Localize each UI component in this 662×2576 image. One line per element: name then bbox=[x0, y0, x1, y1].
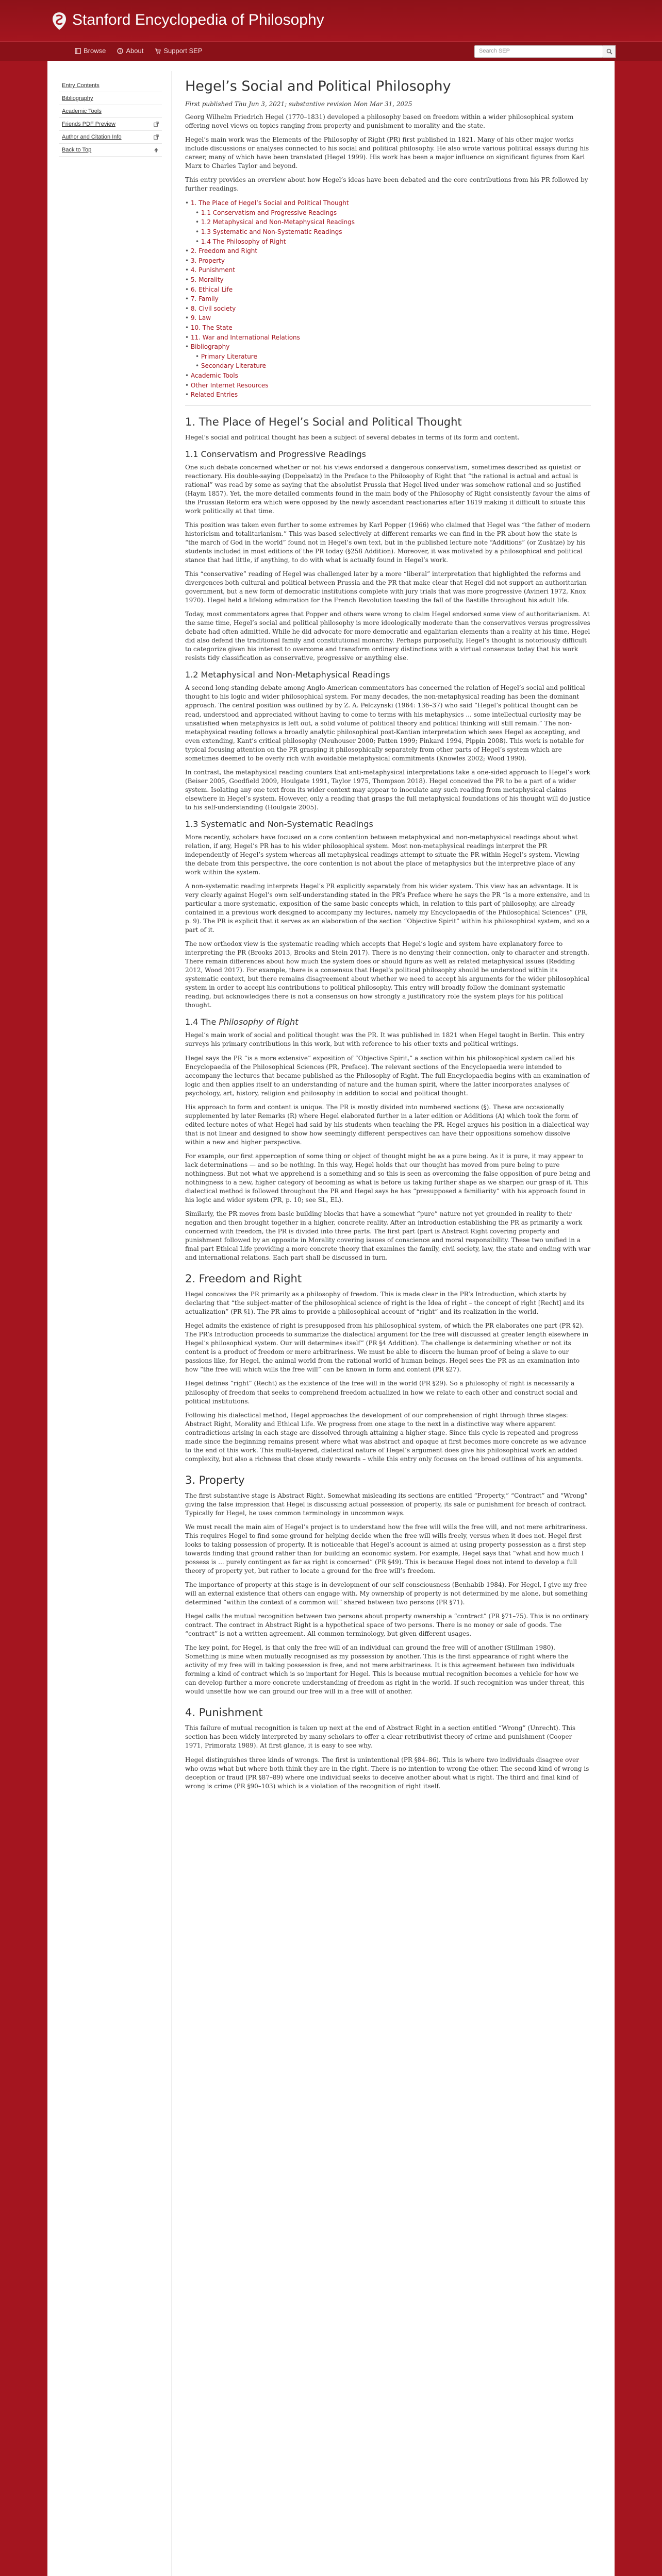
paragraph: One such debate concerned whether or not his views endorsed a dangerous conservatism, sometimes described as quietist or reactionary. His double-saying (Doppelsatz) in the Preface to the Philosophy of Right that “the rational is actual and actual is rational” was read by some as saying that the absolutist Prussia that Hegel lived under was somehow rational and so justified (Haym 1857). Yet, the more detailed comments found in the main body of the Philosophy of Right consistently favour the aims of the Prussian Reform era which were opposed by the newly ascendant reactionaries after 1819 making it difficult to situate this work politically at that time. bbox=[185, 463, 590, 515]
preamble-paragraph: Georg Wilhelm Friedrich Hegel (1770–1831) developed a philosophy based on freedom within a wider philosophical system offering novel views on topics ranging from property and punishment to morality and the state. bbox=[185, 113, 574, 130]
paragraph: In contrast, the metaphysical reading counters that anti-metaphysical interpretations take a one-sided approach to Hegel’s work (Beiser 2005, Goodfield 2009, Houlgate 1991, Taylor 1975, Thompson 2018). Hegel conceived the PR to be a part of a wider system. Isolating any one text from its wider context may appear to inoculate any such reading from metaphysical claims elsewhere in Hegel’s system. However, only a reading that grasps the full metaphysical foundations of his thought will do justice to his self-understanding (Houlgate 2005). bbox=[185, 768, 590, 811]
sidebar-item-label: Author and Citation Info bbox=[62, 134, 122, 140]
site-title[interactable]: Stanford Encyclopedia of Philosophy bbox=[72, 11, 324, 28]
toc-link[interactable]: • 1.2 Metaphysical and Non-Metaphysical Readings bbox=[185, 217, 591, 227]
toc-link[interactable]: • 1.4 The Philosophy of Right bbox=[185, 237, 591, 247]
search-icon bbox=[606, 48, 613, 55]
paragraph: Today, most commentators agree that Popper and others were wrong to claim Hegel endorsed some view of authoritarianism. At the same time, Hegel’s social and political philosophy is more ideologically moderate than the conservatives versus progressives debate had often admitted. While he did advocate for more democratic and egalitarian elements than a reality at his time, Hegel did also defend the traditional family and constitutional monarchy. Perhaps purposefully, Hegel’s thought is notoriously difficult to categorize given his interest to overcome and transform ordinary distinctions with a virtual consensus today that his work resists tidy classification as conservative, progressive or anything else. bbox=[185, 611, 590, 662]
section-body bbox=[185, 463, 591, 663]
toc-link[interactable]: • 8. Civil society bbox=[185, 304, 591, 314]
subsection-heading-title: Philosophy of Right bbox=[219, 1017, 299, 1027]
paragraph: This failure of mutual recognition is taken up next at the end of Abstract Right in a section entitled “Wrong” (Unrecht). This section has been widely interpreted by many scholars to offer a clear retributivist theory of crime and punishment (Cooper 1971, Primoratz 1989). At first glance, it is easy to see why. bbox=[185, 1724, 576, 1750]
site-header bbox=[0, 0, 662, 41]
toc-link[interactable]: • Primary Literature bbox=[185, 352, 591, 362]
paragraph: Hegel calls the mutual recognition between two persons about property ownership a “contract” (PR §71–75). This is no ordinary contract. The contract in Abstract Right is a hypothetical space of two persons. There is no money or sale of goods. The “contract” is not a written agreement. All common terminology, but given different usages. bbox=[185, 1613, 589, 1638]
subsection-heading: 1.1 Conservatism and Progressive Readings bbox=[185, 449, 366, 459]
section-body bbox=[185, 833, 591, 1010]
entry-content bbox=[171, 71, 602, 2576]
toc-link[interactable]: • 2. Freedom and Right bbox=[185, 246, 591, 256]
sidebar-item-label: Academic Tools bbox=[62, 108, 102, 114]
sidebar-item-label: Friends PDF Preview bbox=[62, 121, 115, 127]
toc-link[interactable]: • 1.3 Systematic and Non-Systematic Readings bbox=[185, 227, 591, 237]
nav-about[interactable] bbox=[117, 47, 143, 55]
sidebar-academic-tools[interactable] bbox=[59, 105, 162, 118]
cart-icon bbox=[155, 48, 161, 54]
section-body bbox=[185, 1290, 591, 1464]
sidebar-friends-pdf[interactable] bbox=[59, 118, 162, 131]
paragraph: Hegel’s main work of social and political thought was the PR. It was published in 1821 when Hegel taught in Berlin. This entry surveys his primary contributions in this work, but with reference to his other texts and political writings. bbox=[185, 1031, 585, 1048]
toc-link[interactable]: • 1. The Place of Hegel’s Social and Political Thought bbox=[185, 198, 591, 208]
search-button[interactable] bbox=[603, 45, 616, 58]
paragraph: A second long-standing debate among Anglo-American commentators has concerned the relation of Hegel’s social and political thought to his logic and wider philosophical system. For many decades, the non-metaphysical reading has been the dominant approach. The central position was outlined by by Z. A. Pelczynski (1964: 136–37) who said “Hegel’s political thought can be read, understood and appreciated without having to come to terms with his metaphysics ... some intellectual curiosity may be unsatisfied when metaphysics is left out, a solid volume of political theory and political thinking will still remain.” The non-metaphysical reading follows a broadly analytic philosophical post-Kantian interpretation which sees Hegel as accepting, and even extending, Kant’s critical philosophy (Neuhouser 2000; Patten 1999; Pinkard 1994, Pippin 2008). This work is notable for typical focusing attention on the PR grasping it philosophically separately from other parts of Hegel’s system which are sometimes deemed to be overly rich with avoidable metaphysical commitments (Knowles 2002; Wood 1990). bbox=[185, 684, 585, 762]
sidebar-item-label: Back to Top bbox=[62, 147, 92, 153]
info-icon bbox=[117, 48, 123, 54]
nav-browse[interactable] bbox=[75, 47, 106, 55]
toc-link[interactable]: • Academic Tools bbox=[185, 371, 591, 381]
section-heading: 1. The Place of Hegel’s Social and Political Thought bbox=[185, 415, 462, 428]
paragraph: A non-systematic reading interprets Hegel’s PR explicitly separately from his wider system. This view has an advantage. It is very clearly against Hegel’s own self-understanding stated in the PR’s Preface where he says the PR “is a more extensive, and in particular a more systematic, exposition of the same basic concepts which, in relation to this part of philosophy, are already contained in a previous work designed to accompany my lectures, namely my Encyclopaedia of the Philosophical Sciences” (PR, p. 9). The PR is explicit that it serves as an elaboration of the section “Objective Spirit” within his philosophical system, and so a part of it. bbox=[185, 883, 590, 934]
paragraph: His approach to form and content is unique. The PR is mostly divided into numbered sections (§). These are occasionally supplemented by later Remarks (R) where Hegel elaborated further in a later edition or Additions (A) which took the form of edited lecture notes of what Hegel had said by his students when teaching the PR. Hegel argues his position in a dialectical way that is not linear and designed to show how seemingly different perspectives can have their oppositions somehow dissolve within a new and higher perspective. bbox=[185, 1103, 589, 1146]
paragraph: The now orthodox view is the systematic reading which accepts that Hegel’s logic and system have explanatory force to interpreting the PR (Brooks 2013, Brooks and Stein 2017). There is no denying their connection, only to character and strength. There remain differences about how much the system does or should figure as well as related metaphysical issues (Redding 2012, Wood 2017). For example, there is a consensus that Hegel’s political philosophy should be understood within its systematic context, but there remains disagreement about whether we need to accept his arguments for the wider philosophical system in order to accept his contributions to political philosophy. This entry will broadly follow the dominant systematic reading, but acknowledges there is not a consensus on how strongly a justificatory role the system plays for his political thought. bbox=[185, 940, 589, 1009]
subsection-heading: 1.2 Metaphysical and Non-Metaphysical Readings bbox=[185, 670, 390, 680]
page bbox=[47, 61, 615, 2576]
paragraph: This “conservative” reading of Hegel was challenged later by a more “liberal” interpretation that highlighted the reforms and divergences both cultural and political between Prussia and the PR that make clear that Hegel did not support an authoritarian government, but a new form of democratic institutions complete with jury trials that was more progressive (Avineri 1972, Knox 1970). Hegel held a lifelong admiration for the French Revolution toasting the fall of the Bastille throughout his adult life. bbox=[185, 570, 587, 604]
toc-link[interactable]: • 5. Morality bbox=[185, 275, 591, 285]
paragraph: We must recall the main aim of Hegel’s project is to understand how the free will wills the free will, and not mere arbitrariness. This requires Hegel to find some ground for helping decide when the free will wills freely, versus when it does not. Hegel first looks to taking possession of property. It is noticeable that Hegel’s account is aimed at using property possession as a first step towards finding that ground rather than for building an economic system. For example, Hegel says that “what and how much I possess is ... purely contingent as far as right is concerned” (PR §49). This is because Hegel does not intend to develop a full theory of property yet, but rather to locate a ground for the free will’s freedom. bbox=[185, 1523, 588, 1574]
nav-about-label: About bbox=[126, 47, 144, 55]
toc-link[interactable]: • Secondary Literature bbox=[185, 361, 591, 371]
subsection-heading-prefix: 1.4 The bbox=[185, 1017, 219, 1027]
toc-link[interactable]: • 1.1 Conservatism and Progressive Readings bbox=[185, 208, 591, 218]
section-body bbox=[185, 1724, 591, 1790]
sidebar-item-label: Bibliography bbox=[62, 95, 93, 101]
nav-support-label: Support SEP bbox=[163, 47, 203, 55]
arrow-up-icon bbox=[154, 147, 159, 152]
paragraph: Similarly, the PR moves from basic building blocks that have a somewhat “pure” nature not yet grounded in reality to their negation and then brought together in a higher, concrete reality. After an introduction establishing the PR as primarily a work concerned with freedom, the PR is divided into three parts. The first part (part is Abstract Right covering property and punishment followed by an opposite in Morality covering issues of conscience and moral responsibility. These two unified in a final part Ethical Life providing a more concrete theory that examines the family, civil society, law, the state and ending with war and international relations. Each part shall be discussed in turn. bbox=[185, 1210, 591, 1262]
preamble-paragraph: Hegel’s main work was the Elements of the Philosophy of Right (PR) first published in 1821. Many of his other major works include discussions or analyses connected to his social and political philosophy. He also wrote various political essays during his career, many of which have been translated (Hegel 1999). His work has been a major influence on significant figures from Karl Marx to Charles Taylor and beyond. bbox=[185, 136, 589, 170]
sidebar-bibliography[interactable] bbox=[59, 92, 162, 105]
paragraph: Hegel conceives the PR primarily as a philosophy of freedom. This is made clear in the PR’s Introduction, which starts by declaring that “the subject-matter of the philosophical science of right is the Idea of right – the concept of right [Recht] and its actualization” (PR §1). The PR aims to provide a philosophical account of “right” and its realization in the world. bbox=[185, 1291, 585, 1316]
toc-link[interactable]: • 10. The State bbox=[185, 323, 591, 333]
paragraph: Hegel’s social and political thought has been a subject of several debates in terms of its form and content. bbox=[185, 433, 520, 441]
sep-logo-icon[interactable] bbox=[51, 11, 68, 31]
publication-info: First published Thu Jun 3, 2021; substantive revision Mon Mar 31, 2025 bbox=[185, 100, 412, 108]
paragraph: This position was taken even further to some extremes by Karl Popper (1966) who claimed that Hegel was “the father of modern historicism and totalitarianism.” This was based selectively at different remarks we can find in the PR about how the state is “the march of God in the world” found not in Hegel’s own text, but in the published lecture note “Additions” (or Zusätze) by his students included in most editions of the PR today (§258 Addition). Moreover, it was motivated by a philosophical and political stance that had little, if anything, to do with what is actually found in Hegel’s work. bbox=[185, 521, 590, 564]
sidebar-back-to-top[interactable] bbox=[59, 144, 162, 157]
paragraph: The key point, for Hegel, is that only the free will of an individual can ground the free will of another (Stillman 1980). Something is mine when mutually recognised as my possession by another. This is the first appearance of right where the activity of my free will in taking possession is free, and not mere arbitrariness. It is this agreement between two individuals forming a kind of contract which is so important for Hegel. This is because mutual recognition becomes a vehicle for how we can develop further a more concrete understanding of freedom as right in the world. If such recognition was under threat, this would unsettle how we can ground our free will in a free will of another. bbox=[185, 1644, 585, 1696]
toc-link[interactable]: • 11. War and International Relations bbox=[185, 333, 591, 343]
entry-preamble bbox=[185, 113, 591, 193]
sidebar-author-citation[interactable] bbox=[59, 131, 162, 144]
paragraph: Hegel admits the existence of right is presupposed from his philosophical system, of which the PR elaborates one part (PR §2). The PR’s Introduction proceeds to summarize the dialectical argument for the free will discussed at greater length elsewhere in Hegel’s philosophical system. Our will determines itself” (PR §4 Addition). The challenge is determining whether or not its content is a product of freedom or mere arbitrariness. We must be able to discern the human proof of being a slave to our passions like, for Hegel, the animal world from the rational world of human beings. Hegel sees the PR as an examination into how “the free will which wills the free will” can be known in form and content (PR §27). bbox=[185, 1322, 589, 1374]
nav-support[interactable] bbox=[155, 47, 202, 55]
toc-link[interactable]: • 7. Family bbox=[185, 294, 591, 304]
sidebar-item-label: Entry Contents bbox=[62, 82, 100, 89]
entry-title: Hegel’s Social and Political Philosophy bbox=[185, 78, 451, 94]
section-body bbox=[185, 684, 591, 811]
toc-link[interactable]: • Other Internet Resources bbox=[185, 381, 591, 391]
sidebar-entry-contents[interactable] bbox=[59, 79, 162, 92]
paragraph: Hegel defines “right” (Recht) as the existence of the free will in the world (PR §29). So a philosophy of right is necessarily a philosophy of freedom that seeks to comprehend freedom actualized in how we relate to each other and construct social and political institutions. bbox=[185, 1380, 578, 1405]
paragraph: The importance of property at this stage is in development of our self-consciousness (Benhabib 1984). For Hegel, I give my free will an external existence that others can engage with. My ownership of property is not determined by me alone, but something determined “within the context of a common will” shared between two persons (PR §71). bbox=[185, 1581, 588, 1606]
section-body bbox=[185, 1031, 591, 1262]
paragraph: Following his dialectical method, Hegel approaches the development of our comprehension of right through three stages: Abstract Right, Morality and Ethical Life. We progress from one stage to the next in a distinctive way where apparent contradictions arising in each stage are dissolved through attaining a higher stage. Since this cycle is repeated and progress made since the beginning remains present where what was abstract and opaque at first becomes more concrete as we advance to the end of this work. This multi-layered, dialectical nature of Hegel’s argument does give his philosophical work an added complexity, but also a richness that close study rewards – while this entry only focuses on the broad outlines of his arguments. bbox=[185, 1411, 586, 1463]
toc-link[interactable]: • 9. Law bbox=[185, 313, 591, 323]
book-icon bbox=[75, 48, 81, 54]
subsection-heading: 1.3 Systematic and Non-Systematic Readings bbox=[185, 819, 373, 829]
paragraph: The first substantive stage is Abstract Right. Somewhat misleading its sections are entitled “Property,” “Contract” and “Wrong” giving the false impression that Hegel is discussing actual possession of property, its sale or punishment for breach of contract. Typically for Hegel, he uses common terminology in uncommon ways. bbox=[185, 1492, 588, 1517]
paragraph: Hegel says the PR “is a more extensive” exposition of “Objective Spirit,” a section within his philosophical system called his Encyclopaedia of the Philosophical Sciences (PR, Preface). The relevant sections of the Encyclopaedia were intended to accompany the lectures that became published as the Philosophy of Right. The full Encyclopaedia begins with an examination of logic and then applies itself to an understanding of nature and the human spirit, where the latter incorporates analyses of psychology, art, history, religion and philosophy in addition to social and political thought. bbox=[185, 1054, 590, 1097]
toc-link[interactable]: • Related Entries bbox=[185, 390, 591, 400]
section-heading: 4. Punishment bbox=[185, 1706, 263, 1719]
toc-link[interactable]: • 6. Ethical Life bbox=[185, 285, 591, 295]
paragraph: Hegel distinguishes three kinds of wrongs. The first is unintentional (PR §84–86). This is where two individuals disagree over who owns what but where both think they are in the right. There is no intention to wrong the other. The second kind of wrong is deception or fraud (PR §87–89) where one individual seeks to deceive another about what is right. The third and final kind of wrong is crime (PR §90–103) which is a violation of the recognition of right itself. bbox=[185, 1756, 589, 1790]
toc-link[interactable]: • Bibliography bbox=[185, 342, 591, 352]
external-link-icon bbox=[154, 134, 159, 140]
section-body bbox=[185, 1492, 591, 1697]
navbar bbox=[0, 41, 662, 61]
sidebar bbox=[59, 79, 162, 157]
paragraph: More recently, scholars have focused on a core contention between metaphysical and non-metaphysical readings about what relation, if any, Hegel’s PR has to his wider philosophical system. Most non-metaphysical readings interpret the PR independently of Hegel’s system whereas all metaphysical readings attempt to situate the PR within Hegel’s system. Viewing the debate from this perspective, the core contention is not about the place of metaphysics but the interpretive place of any work within the system. bbox=[185, 833, 580, 876]
subsection-heading bbox=[185, 1017, 591, 1027]
preamble-paragraph: This entry provides an overview about how Hegel’s ideas have been debated and the core contributions from his PR followed by further readings. bbox=[185, 176, 588, 193]
section-heading: 2. Freedom and Right bbox=[185, 1273, 302, 1285]
section-heading: 3. Property bbox=[185, 1473, 245, 1486]
nav-browse-label: Browse bbox=[84, 47, 106, 55]
toc-link[interactable]: • 4. Punishment bbox=[185, 265, 591, 275]
external-link-icon bbox=[154, 122, 159, 127]
toc-link[interactable]: • 3. Property bbox=[185, 256, 591, 266]
paragraph: For example, our first apperception of some thing or object of thought might be as a pure being. As it is pure, it may appear to lack determinations — and so be nothing. In this way, Hegel holds that our thought has moved from pure being to pure nothingness. But not what we apprehend is a something and so this is seen as overcoming the false opposition of pure being and nothingness to a new, higher category of becoming as what is before us taking further shape as we sharpen our grasp of it. This dialectical method is followed throughout the PR and Hegel says he has “presupposed a familiarity” with his approach found in his logic and wider system (PR, p. 10; see SL, EL). bbox=[185, 1152, 591, 1204]
table-of-contents bbox=[185, 198, 591, 399]
search-input[interactable]: Search SEP bbox=[474, 45, 603, 58]
